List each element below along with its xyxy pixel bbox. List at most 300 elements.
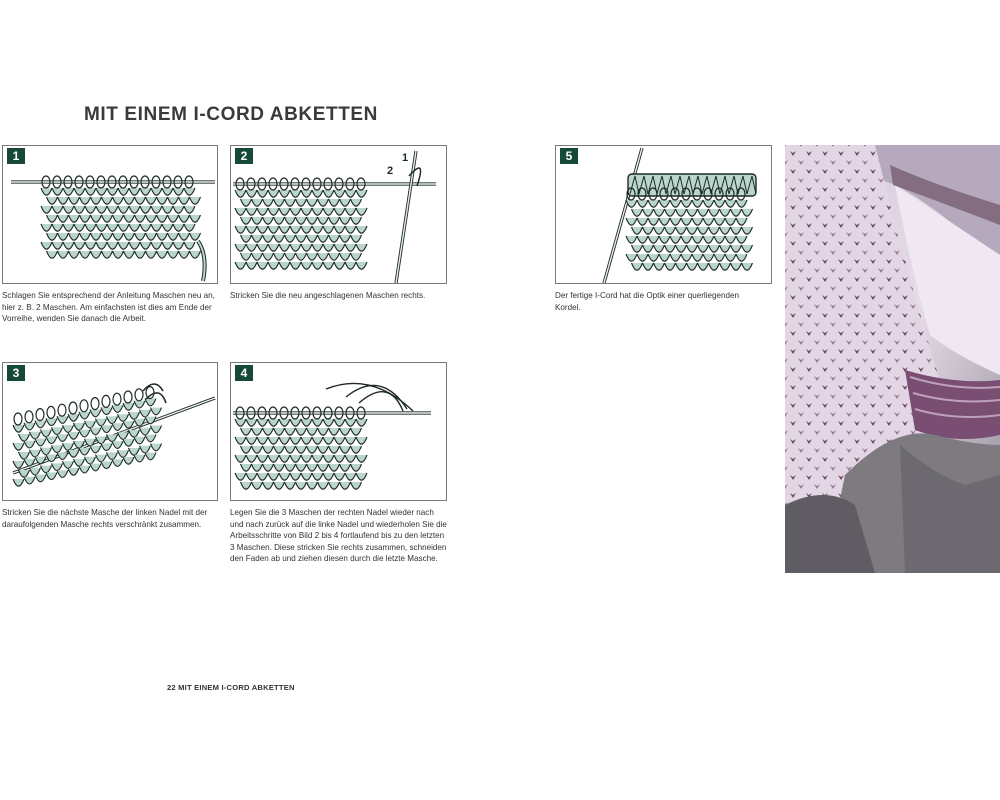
knit-stitch (659, 218, 670, 225)
knit-stitch (157, 197, 168, 204)
knit-stitch (698, 263, 709, 270)
knit-stitch (107, 206, 118, 213)
knit-stitch (168, 215, 179, 222)
knit-stitch (637, 236, 648, 243)
knit-stitch (140, 206, 151, 213)
knit-stitch (274, 428, 285, 435)
knit-stitch (356, 244, 367, 251)
knit-stitch (107, 188, 118, 195)
knit-stitch (35, 439, 46, 446)
knit-stitch (246, 262, 257, 269)
knit-stitch (24, 423, 35, 430)
knit-stitch (312, 226, 323, 233)
knit-stitch (85, 224, 96, 231)
knit-stitch (79, 412, 90, 419)
knit-stitch (268, 226, 279, 233)
knit-stitch (257, 473, 268, 480)
knit-stitch (102, 233, 113, 240)
knit-stitch (157, 233, 168, 240)
knit-stitch (91, 233, 102, 240)
knit-stitch (356, 419, 367, 426)
knit-stitch (134, 401, 145, 408)
knit-stitch (301, 473, 312, 480)
knit-stitch (19, 452, 30, 459)
knit-stitch (162, 242, 173, 249)
knit-stitch (731, 227, 742, 234)
knit-stitch (74, 224, 85, 231)
knitting-fabric-illustration (231, 146, 446, 283)
knitting-fabric-illustration (556, 146, 771, 283)
knit-stitch (69, 233, 80, 240)
needle-loop (91, 398, 99, 410)
knit-stitch (113, 197, 124, 204)
knit-stitch (632, 263, 643, 270)
knit-stitch (140, 242, 151, 249)
knit-stitch (241, 235, 252, 242)
knit-stitch (296, 253, 307, 260)
step-number-badge: 2 (235, 148, 253, 164)
knit-stitch (285, 235, 296, 242)
page-footer: 22 MIT EINEM I-CORD ABKETTEN (167, 683, 295, 692)
knit-stitch (235, 473, 246, 480)
knit-stitch (268, 262, 279, 269)
knit-stitch (307, 253, 318, 260)
knit-stitch (146, 233, 157, 240)
knit-stitch (41, 224, 52, 231)
knit-stitch (151, 188, 162, 195)
knit-stitch (134, 437, 145, 444)
knit-stitch (190, 215, 201, 222)
knit-stitch (96, 224, 107, 231)
knit-stitch (703, 236, 714, 243)
knit-stitch (241, 199, 252, 206)
knit-stitch (340, 253, 351, 260)
knit-stitch (279, 473, 290, 480)
knit-stitch (168, 251, 179, 258)
knit-stitch (68, 468, 79, 475)
knit-stitch (235, 419, 246, 426)
knit-stitch (190, 197, 201, 204)
needle-loop (25, 411, 33, 423)
knit-stitch (112, 423, 123, 430)
knit-stitch (709, 209, 720, 216)
knit-stitch (80, 215, 91, 222)
knit-stitch (91, 197, 102, 204)
knit-stitch (252, 482, 263, 489)
knit-stitch (725, 200, 736, 207)
knit-stitch (235, 208, 246, 215)
step-4-illustration (230, 362, 447, 501)
knit-stitch (57, 434, 68, 441)
knit-stitch (725, 218, 736, 225)
knit-stitch (123, 403, 134, 410)
knit-stitch (246, 226, 257, 233)
knit-stitch (307, 235, 318, 242)
knit-stitch (334, 437, 345, 444)
knit-stitch (318, 253, 329, 260)
knit-stitch (179, 197, 190, 204)
knit-stitch (257, 419, 268, 426)
knit-stitch (323, 190, 334, 197)
knit-stitch (285, 428, 296, 435)
knit-stitch (709, 245, 720, 252)
knit-stitch (274, 235, 285, 242)
knit-stitch (268, 473, 279, 480)
knit-stitch (290, 437, 301, 444)
knit-stitch (345, 455, 356, 462)
knit-stitch (356, 190, 367, 197)
knit-stitch (351, 482, 362, 489)
knit-stitch (129, 224, 140, 231)
knit-stitch (279, 226, 290, 233)
knit-stitch (146, 251, 157, 258)
knit-stitch (68, 414, 79, 421)
knit-stitch (301, 208, 312, 215)
knit-stitch (129, 206, 140, 213)
needle-loop (36, 409, 44, 421)
knit-stitch (296, 235, 307, 242)
knit-stitch (173, 188, 184, 195)
knit-stitch (140, 428, 151, 435)
knit-stitch (129, 412, 140, 419)
knit-stitch (714, 254, 725, 261)
knitwear-photo (785, 145, 1000, 573)
knit-stitch (85, 457, 96, 464)
knit-stitch (334, 455, 345, 462)
knit-stitch (123, 439, 134, 446)
knit-stitch (318, 235, 329, 242)
knit-stitch (714, 236, 725, 243)
knit-stitch (312, 190, 323, 197)
knit-stitch (279, 190, 290, 197)
knit-stitch (46, 436, 57, 443)
knit-stitch (742, 245, 753, 252)
knit-stitch (329, 217, 340, 224)
knit-stitch (85, 242, 96, 249)
knit-stitch (190, 233, 201, 240)
knit-stitch (252, 446, 263, 453)
knit-stitch (135, 215, 146, 222)
knit-stitch (96, 188, 107, 195)
knit-stitch (692, 218, 703, 225)
knit-stitch (703, 200, 714, 207)
knit-stitch (334, 244, 345, 251)
knit-stitch (345, 437, 356, 444)
knit-stitch (285, 464, 296, 471)
knit-stitch (113, 251, 124, 258)
knit-stitch (46, 472, 57, 479)
knit-stitch (184, 206, 195, 213)
knit-stitch (665, 209, 676, 216)
knit-stitch (184, 242, 195, 249)
knit-stitch (681, 236, 692, 243)
knit-stitch (57, 416, 68, 423)
knit-stitch (345, 262, 356, 269)
knit-stitch (13, 443, 24, 450)
knit-stitch (151, 408, 162, 415)
knit-stitch (312, 262, 323, 269)
needle-loop (14, 413, 22, 425)
knit-stitch (124, 233, 135, 240)
knit-stitch (241, 217, 252, 224)
knit-stitch (345, 226, 356, 233)
knit-stitch (257, 226, 268, 233)
knit-stitch (41, 242, 52, 249)
knit-stitch (268, 244, 279, 251)
knit-stitch (274, 217, 285, 224)
knit-stitch (151, 242, 162, 249)
knit-stitch (79, 430, 90, 437)
knit-stitch (79, 448, 90, 455)
knit-stitch (312, 473, 323, 480)
knit-stitch (52, 188, 63, 195)
knit-stitch (676, 209, 687, 216)
knit-stitch (665, 245, 676, 252)
knit-stitch (356, 455, 367, 462)
knit-stitch (145, 435, 156, 442)
knit-stitch (124, 215, 135, 222)
knit-stitch (173, 242, 184, 249)
step-5-illustration (555, 145, 772, 284)
knit-stitch (725, 254, 736, 261)
knit-stitch (323, 208, 334, 215)
knit-stitch (742, 227, 753, 234)
knit-stitch (301, 226, 312, 233)
knit-stitch (47, 233, 58, 240)
knit-stitch (63, 224, 74, 231)
knit-stitch (356, 226, 367, 233)
knit-stitch (279, 244, 290, 251)
knit-stitch (334, 208, 345, 215)
knit-stitch (356, 473, 367, 480)
knit-stitch (703, 254, 714, 261)
knit-stitch (334, 262, 345, 269)
knit-stitch (63, 242, 74, 249)
knit-stitch (246, 473, 257, 480)
knit-stitch (13, 461, 24, 468)
knit-stitch (323, 419, 334, 426)
knit-stitch (285, 199, 296, 206)
knit-stitch (296, 217, 307, 224)
knit-stitch (329, 235, 340, 242)
knit-stitch (643, 263, 654, 270)
knit-stitch (58, 197, 69, 204)
knit-stitch (670, 236, 681, 243)
knit-stitch (340, 235, 351, 242)
knit-stitch (102, 251, 113, 258)
knit-stitch (301, 437, 312, 444)
knit-stitch (290, 473, 301, 480)
knit-stitch (356, 437, 367, 444)
knit-stitch (318, 446, 329, 453)
knit-stitch (179, 251, 190, 258)
knit-stitch (681, 200, 692, 207)
knit-stitch (107, 242, 118, 249)
knit-stitch (52, 463, 63, 470)
knit-stitch (123, 457, 134, 464)
knit-stitch (268, 419, 279, 426)
knit-stitch (252, 217, 263, 224)
knit-stitch (168, 233, 179, 240)
knit-stitch (246, 437, 257, 444)
knit-stitch (334, 190, 345, 197)
knit-stitch (318, 217, 329, 224)
knit-stitch (285, 446, 296, 453)
knit-stitch (307, 217, 318, 224)
step-number-badge: 1 (7, 148, 25, 164)
knit-stitch (312, 419, 323, 426)
knit-stitch (41, 206, 52, 213)
knit-stitch (184, 188, 195, 195)
knit-stitch (720, 245, 731, 252)
knit-stitch (107, 452, 118, 459)
knit-stitch (296, 482, 307, 489)
knit-stitch (157, 215, 168, 222)
knit-stitch (246, 244, 257, 251)
knit-stitch (692, 254, 703, 261)
knit-stitch (85, 188, 96, 195)
knit-stitch (35, 421, 46, 428)
knit-stitch (676, 263, 687, 270)
knit-stitch (698, 209, 709, 216)
knit-stitch (63, 206, 74, 213)
knit-stitch (52, 206, 63, 213)
knit-stitch (52, 224, 63, 231)
knit-stitch (263, 253, 274, 260)
step-number-badge: 4 (235, 365, 253, 381)
knit-stitch (145, 453, 156, 460)
knit-stitch (307, 446, 318, 453)
knit-stitch (135, 251, 146, 258)
knit-stitch (107, 224, 118, 231)
knit-stitch (709, 227, 720, 234)
knit-stitch (637, 200, 648, 207)
knit-stitch (252, 199, 263, 206)
knit-stitch (162, 188, 173, 195)
knit-stitch (290, 455, 301, 462)
knit-stitch (145, 399, 156, 406)
knit-stitch (257, 208, 268, 215)
knit-stitch (112, 459, 123, 466)
knit-stitch (263, 428, 274, 435)
needle-mark-2: 2 (387, 165, 394, 177)
knit-stitch (665, 227, 676, 234)
knit-stitch (312, 455, 323, 462)
knit-stitch (714, 218, 725, 225)
knit-stitch (643, 245, 654, 252)
knit-stitch (80, 233, 91, 240)
knit-stitch (681, 254, 692, 261)
knit-stitch (118, 432, 129, 439)
knit-stitch (687, 209, 698, 216)
knit-stitch (329, 446, 340, 453)
knit-stitch (351, 199, 362, 206)
step-1-caption: Schlagen Sie entsprechend der Anleitung Maschen neu an, hier z. B. 2 Maschen. Am einfachsten ist dies am Ende der Vorreihe, wenden Sie danach die Arbeit. (2, 291, 215, 324)
knit-stitch (58, 251, 69, 258)
knit-stitch (670, 200, 681, 207)
knit-stitch (257, 455, 268, 462)
knit-stitch (257, 437, 268, 444)
knit-stitch (63, 188, 74, 195)
knit-stitch (307, 482, 318, 489)
knitting-fabric-illustration (3, 363, 217, 500)
knit-stitch (107, 434, 118, 441)
knit-stitch (112, 405, 123, 412)
knit-stitch (301, 262, 312, 269)
knit-stitch (235, 244, 246, 251)
knit-stitch (101, 407, 112, 414)
knit-stitch (340, 464, 351, 471)
knit-stitch (714, 200, 725, 207)
knit-stitch (46, 418, 57, 425)
step-3-illustration (2, 362, 218, 501)
knit-stitch (296, 464, 307, 471)
knit-stitch (101, 443, 112, 450)
knit-stitch (709, 263, 720, 270)
knit-stitch (307, 199, 318, 206)
knit-stitch (736, 200, 747, 207)
knit-stitch (654, 209, 665, 216)
knit-stitch (146, 215, 157, 222)
knit-stitch (356, 208, 367, 215)
knit-stitch (68, 450, 79, 457)
knit-stitch (345, 244, 356, 251)
knit-stitch (151, 224, 162, 231)
knit-stitch (323, 262, 334, 269)
knit-stitch (91, 215, 102, 222)
knit-stitch (263, 464, 274, 471)
knit-stitch (736, 236, 747, 243)
knit-stitch (659, 236, 670, 243)
knit-stitch (351, 446, 362, 453)
knit-stitch (113, 233, 124, 240)
knit-stitch (329, 253, 340, 260)
knit-stitch (151, 206, 162, 213)
knit-stitch (637, 218, 648, 225)
knit-stitch (91, 251, 102, 258)
step-number-badge: 5 (560, 148, 578, 164)
knit-stitch (112, 441, 123, 448)
knit-stitch (285, 217, 296, 224)
knit-stitch (268, 455, 279, 462)
knit-stitch (41, 448, 52, 455)
knit-stitch (274, 199, 285, 206)
knit-stitch (140, 224, 151, 231)
knit-stitch (257, 244, 268, 251)
knit-stitch (241, 253, 252, 260)
knit-stitch (323, 226, 334, 233)
knit-stitch (41, 430, 52, 437)
knit-stitch (80, 197, 91, 204)
knit-stitch (268, 190, 279, 197)
knit-stitch (692, 236, 703, 243)
knit-stitch (676, 227, 687, 234)
knit-stitch (670, 218, 681, 225)
knit-stitch (13, 425, 24, 432)
knit-stitch (157, 251, 168, 258)
knit-stitch (274, 446, 285, 453)
knit-stitch (323, 437, 334, 444)
knit-stitch (725, 236, 736, 243)
knit-stitch (146, 197, 157, 204)
knit-stitch (351, 235, 362, 242)
knit-stitch (654, 227, 665, 234)
knit-stitch (129, 448, 140, 455)
knit-stitch (129, 242, 140, 249)
knit-stitch (334, 226, 345, 233)
knit-stitch (101, 461, 112, 468)
knit-stitch (731, 245, 742, 252)
